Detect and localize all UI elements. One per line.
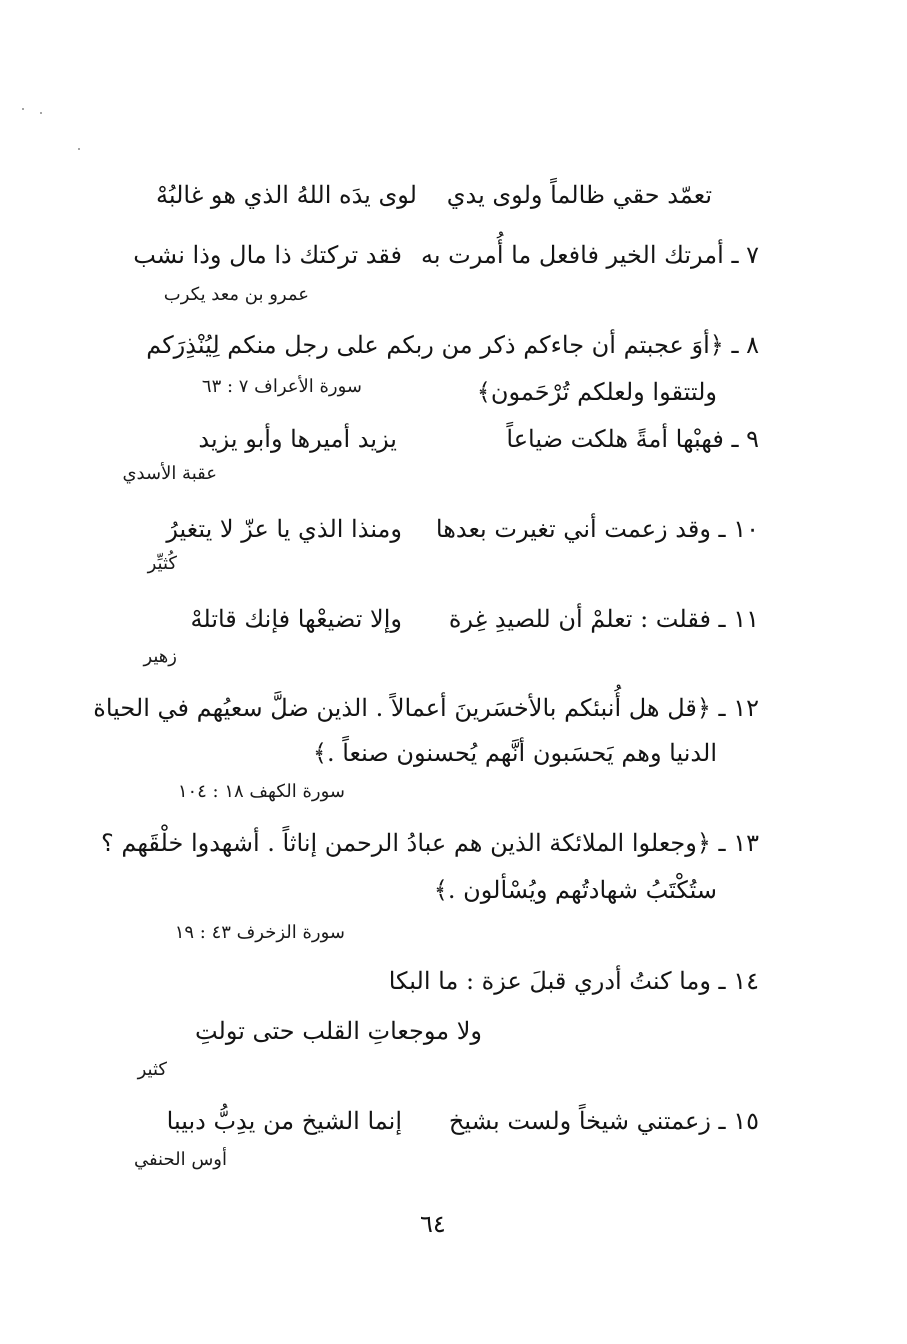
attribution-14: كثير bbox=[137, 1059, 167, 1080]
verse-9-second-half: يزيد أميرها وأبو يزيد bbox=[198, 425, 397, 453]
verse-14-first-half: ١٤ ـ وما كنتُ أدري قبلَ عزة : ما البكا bbox=[388, 967, 759, 995]
attribution-11: زهير bbox=[143, 646, 177, 667]
quran-reference-8: سورة الأعراف ٧ : ٦٣ bbox=[201, 376, 362, 397]
item-12-line-2: الدنيا وهم يَحسَبون أنَّهم يُحسنون صنعاً .﴾ bbox=[312, 739, 717, 767]
verse-15-first-half: ١٥ ـ زعمتني شيخاً ولست بشيخ bbox=[448, 1107, 759, 1135]
scan-speck bbox=[22, 108, 24, 110]
attribution-15: أوس الحنفي bbox=[133, 1149, 227, 1170]
verse-11-second-half: وإلا تضيعْها فإنك قاتلهْ bbox=[190, 605, 402, 633]
item-8-line-1: ٨ ـ ﴿أوَ عجبتم أن جاءكم ذكر من ربكم على رجل منكم لِيُنْذِرَكم bbox=[146, 331, 759, 359]
verse-10-second-half: ومنذا الذي يا عزّ لا يتغيرُ bbox=[166, 515, 402, 543]
item-13-line-2: ستُكْتَبُ شهادتُهم ويُسْألون .﴾ bbox=[433, 876, 717, 904]
scan-speck bbox=[78, 148, 80, 150]
item-8-line-2: ولتتقوا ولعلكم تُرْحَمون﴾ bbox=[476, 378, 717, 406]
verse-7-first-half: ٧ ـ أمرتك الخير فافعل ما أُمرت به bbox=[420, 241, 759, 269]
quran-reference-13: سورة الزخرف ٤٣ : ١٩ bbox=[174, 922, 345, 943]
quran-reference-12: سورة الكهف ١٨ : ١٠٤ bbox=[177, 781, 345, 802]
verse-9-first-half: ٩ ـ فهبْها أمةً هلكت ضياعاً bbox=[506, 425, 759, 453]
attribution-7: عمرو بن معد يكرب bbox=[163, 284, 309, 305]
verse-0-first-half: تعمّد حقي ظالماً ولوى يدي bbox=[446, 181, 712, 209]
attribution-10: كُثيِّر bbox=[147, 553, 177, 574]
verse-14-second-half: ولا موجعاتِ القلب حتى تولتِ bbox=[194, 1017, 482, 1045]
verse-0-second-half: لوى يدَه اللهُ الذي هو غالبُهْ bbox=[156, 181, 417, 209]
verse-10-first-half: ١٠ ـ وقد زعمت أني تغيرت بعدها bbox=[435, 515, 759, 543]
verse-7-second-half: فقد تركتك ذا مال وذا نشب bbox=[133, 241, 402, 269]
item-12-line-1: ١٢ ـ ﴿قل هل أُنبئكم بالأخسَرينَ أعمالاً . الذين ضلَّ سعيُهم في الحياة bbox=[93, 694, 759, 722]
item-13-line-1: ١٣ ـ ﴿وجعلوا الملائكة الذين هم عبادُ الرحمن إناثاً . أشهدوا خلْقَهم ؟ bbox=[100, 829, 759, 857]
attribution-9: عقبة الأسدي bbox=[122, 463, 217, 484]
scan-speck bbox=[40, 112, 42, 114]
page-number: ٦٤ bbox=[420, 1210, 446, 1238]
verse-15-second-half: إنما الشيخ من يدِبُّ دبيبا bbox=[166, 1107, 402, 1135]
verse-11-first-half: ١١ ـ فقلت : تعلمْ أن للصيدِ غِرة bbox=[448, 605, 759, 633]
